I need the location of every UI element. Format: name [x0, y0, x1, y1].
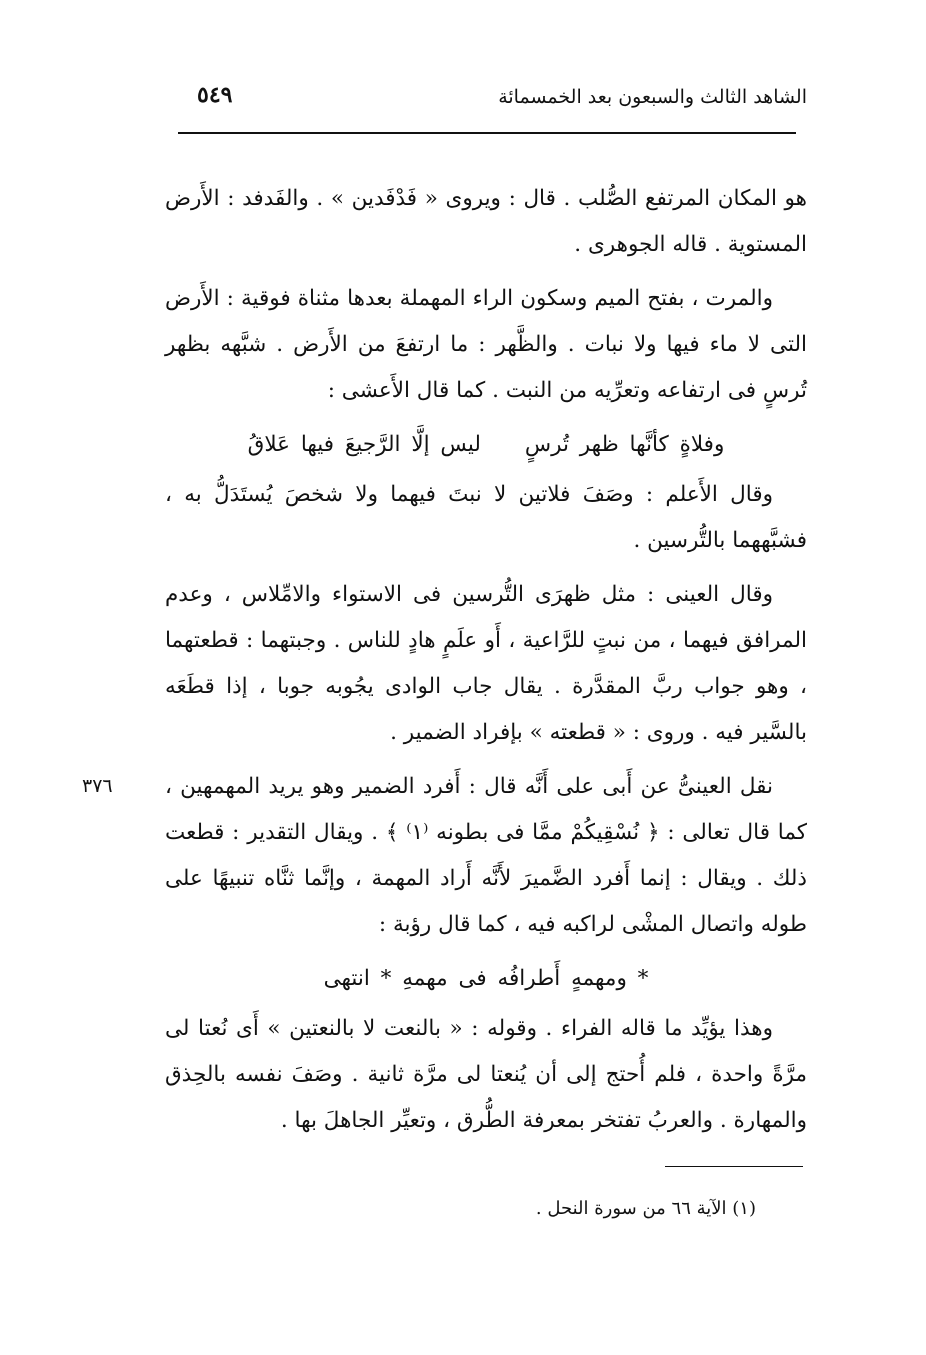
page-number: ٥٤٩ — [197, 82, 233, 108]
paragraph: وهذا يؤيِّد ما قاله الفراء . وقوله : « بالنعت لا بالنعتين » أَى نُعتا لى مرَّةً واحدة ، فلم أُحتج إلى أن يُنعتا لى مرَّة ثانية . وصَفَ نفسه بالحِذق والمهارة . والعربُ تفتخر بمعرفة الطُّرق ، وتعيِّر الجاهلَ بها . — [165, 1016, 807, 1133]
paragraph: وقال الأَعلم : وصَفَ فلاتين لا نبتَ فيهما ولا شخصَ يُستَدَلُّ به ، فشبَّههما بالتُّرسين . — [165, 482, 807, 553]
paragraph: وقال العينى : مثل ظهرَى التُّرسين فى الاستواء والامِّلاس ، وعدم المرافق فيهما ، من نبتٍ للرَّاعية ، أَو علَمٍ هادٍ للناس . وجبتهما : قطعتهما ، وهو جواب ربَّ المقدَّرة . يقال جاب الوادى يجُوبه جوبا ، إذا قطَعَه بالسَّير فيه . وروى : « قطعته » بإفراد الضمير . — [165, 582, 807, 745]
footnote: (١) الآية ٦٦ من سورة النحل . — [535, 1198, 756, 1219]
running-head-title: الشاهد الثالث والسبعون بعد الخمسمائة — [498, 86, 807, 108]
paragraph: نقل العينىُّ عن أَبى على أَنَّه قال : أَفرد الضمير وهو يريد المهمهين ، كما قال تعالى : ﴿ نُسْقِيكُمْ ممَّا فى بطونه ⁽١⁾ ﴾ . ويقال التقدير : قطعت ذلك . ويقال : إنما أَفرد الضَّميرَ لأَنَّه أَراد المهمة ، وإنَّما ثنَّاه تنبيهًا على طوله واتصال المشْى لراكبه فيه ، كما قال رؤبة : — [165, 774, 807, 937]
margin-reference-number: ٣٧٦ — [82, 775, 113, 797]
paragraph: والمرت ، بفتح الميم وسكون الراء المهملة بعدها مثناة فوقية : الأَرض التى لا ماء فيها ولا نبات . والظَّهر : ما ارتفعَ من الأَرض . شبَّهه بظهر تُرسٍ فى ارتفاعه وتعرِّيه من النبت . كما قال الأَعشى : — [165, 286, 807, 403]
verse-second-hemistich: ليس إلَّا الرَّجيعَ فيها عَلاقُ — [247, 432, 481, 457]
verse-line-rajaz: * ومهمهٍ أَطرافُه فى مهمهِ * انتهى — [323, 966, 649, 991]
verse-first-hemistich: وفلاةٍ كأنَّها ظهر تُرسٍ — [524, 432, 725, 457]
footnote-rule — [665, 1166, 803, 1167]
header-rule — [178, 132, 796, 134]
running-head — [175, 80, 807, 116]
body-text — [165, 176, 807, 1152]
verse-line — [165, 422, 807, 468]
paragraph: هو المكان المرتفع الصُّلب . قال : ويروى « فَدْفَدين » . والفَدفد : الأَرض المستوية . قاله الجوهرى . — [165, 186, 807, 257]
